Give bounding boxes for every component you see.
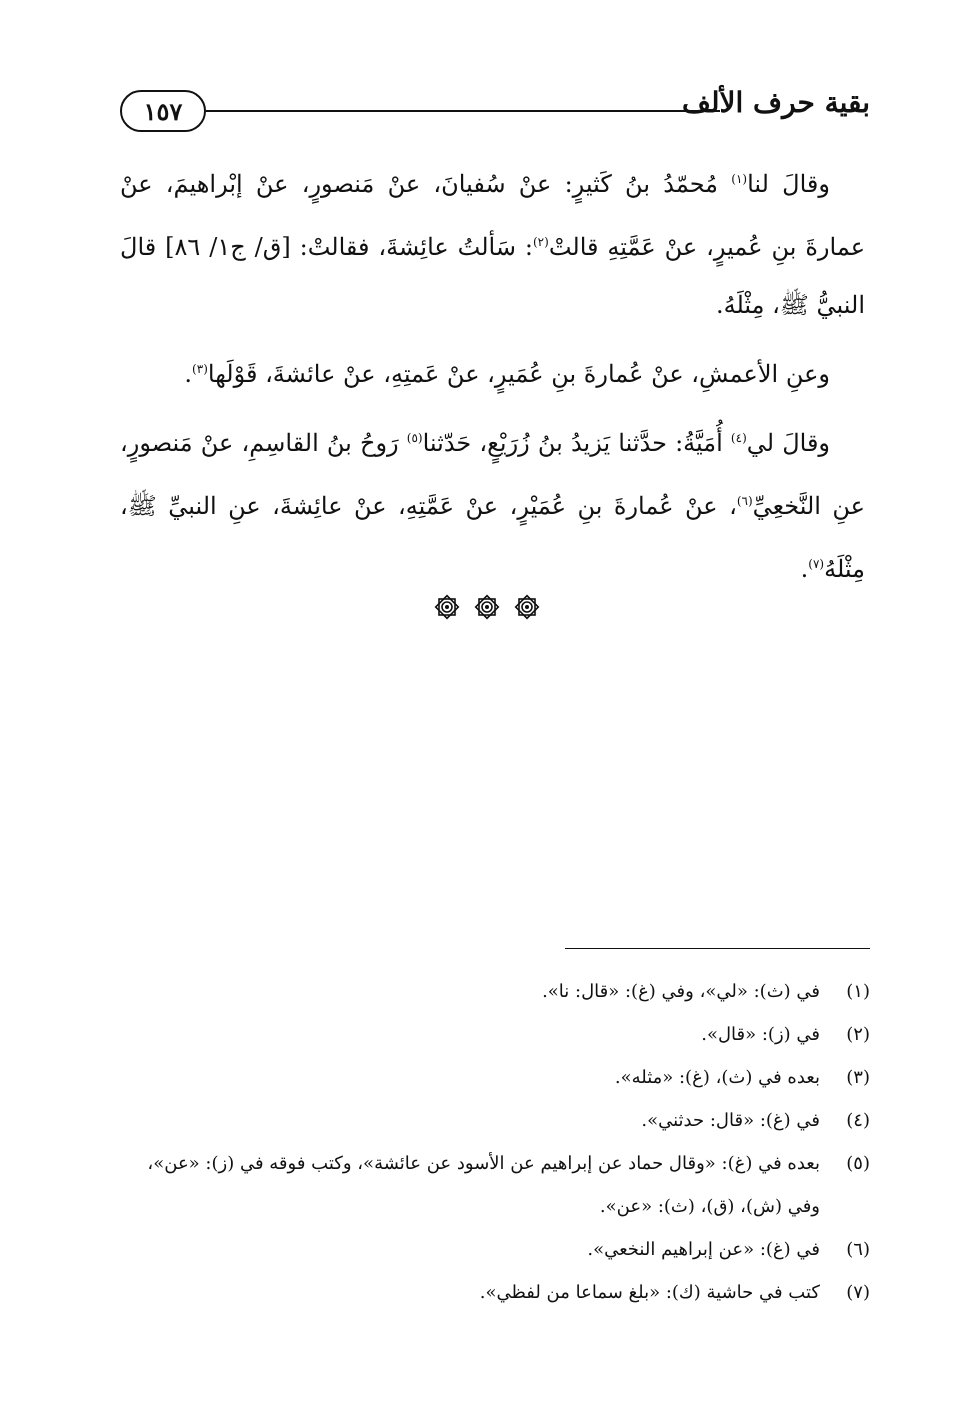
footnote-text: بعده في (غ): «وقال حماد عن إبراهيم عن الأسود عن عائشة»، وكتب فوقه في (ز): «عن»، وفي (ش)، (ق)، (ث): «عن». bbox=[147, 1153, 820, 1217]
paragraph-3 bbox=[120, 409, 865, 598]
main-text bbox=[120, 150, 865, 604]
footnote-ref-3: (٣) bbox=[192, 362, 208, 376]
footnote-ref-2: (٢) bbox=[532, 235, 549, 249]
footnote-ref-7: (٧) bbox=[808, 557, 825, 571]
text-segment: أُمَيَّةُ: حدَّثنا يَزيدُ بنُ زُرَيْعٍ، حَدّثنا bbox=[422, 429, 731, 457]
footnote-separator bbox=[565, 948, 870, 949]
flower-ornament-icon bbox=[432, 592, 462, 622]
footnote-number: (٢) bbox=[846, 1024, 870, 1045]
page-number-badge: ١٥٧ bbox=[120, 90, 206, 132]
footnote-number: (٣) bbox=[846, 1067, 870, 1088]
text-segment: : سَألتُ عائِشةَ، فقالتْ: [ق/ ج١/ ٨٦] قالَ النبيُّ ﷺ، مِثْلَهُ. bbox=[120, 233, 865, 319]
footnote-ref-6: (٦) bbox=[736, 494, 753, 508]
footnote-ref-4: (٤) bbox=[730, 431, 747, 445]
footnote-text: في (غ): «قال: حدثني». bbox=[641, 1110, 820, 1131]
paragraph-2 bbox=[120, 340, 865, 403]
text-segment: وقالَ لي bbox=[746, 429, 831, 457]
flower-ornament-icon bbox=[512, 592, 542, 622]
footnote-number: (١) bbox=[846, 981, 870, 1002]
footnote-item bbox=[120, 1228, 870, 1271]
header-rule bbox=[206, 110, 720, 112]
text-segment: رَوحُ بنُ القاسِمِ، عنْ مَنصورٍ، عنِ النَّخعِيِّ bbox=[120, 429, 866, 520]
footnote-text: كتب في حاشية (ك): «بلغ سماعا من لفظي». bbox=[479, 1282, 820, 1303]
footnote-text: في (ث): «لي»، وفي (غ): «قال: نا». bbox=[542, 981, 820, 1002]
footnote-item bbox=[120, 1056, 870, 1099]
footnote-text: بعده في (ث)، (غ): «مثله». bbox=[614, 1067, 820, 1088]
footnote-number: (٧) bbox=[846, 1282, 870, 1303]
footnote-number: (٤) bbox=[846, 1110, 870, 1131]
footnote-text: في (ز): «قال». bbox=[701, 1024, 820, 1045]
footnote-item bbox=[120, 1271, 870, 1314]
running-title: بقية حرف الألف bbox=[682, 86, 870, 119]
flower-ornament-icon bbox=[472, 592, 502, 622]
text-segment: . bbox=[800, 555, 809, 583]
paragraph-1 bbox=[120, 150, 865, 334]
footnote-ref-5: (٥) bbox=[406, 431, 423, 445]
text-segment: ، عنْ عُمارةَ بنِ عُمَيْرٍ، عنْ عَمَّتِهِ، عنْ عائِشةَ، عنِ النبيِّ ﷺ، مِثْلَهُ bbox=[120, 492, 865, 583]
footnote-item bbox=[120, 1099, 870, 1142]
footnote-ref-1: (١) bbox=[731, 172, 748, 186]
footnote-number: (٦) bbox=[846, 1239, 870, 1260]
text-segment: مُحمّدُ بنُ كَثيرٍ: عنْ سُفيانَ، عنْ مَنصورٍ، عنْ إبْراهيمَ، عنْ عمارةَ بنِ عُميرٍ، عنْ عَمَّتِهِ قالتْ bbox=[120, 170, 866, 261]
text-segment: وقالَ لنا bbox=[747, 170, 830, 198]
footnote-item bbox=[120, 1142, 870, 1228]
section-divider bbox=[0, 592, 973, 622]
footnote-text: في (غ): «عن إبراهيم النخعي». bbox=[587, 1239, 820, 1260]
footnote-number: (٥) bbox=[846, 1153, 870, 1174]
footnote-item bbox=[120, 1013, 870, 1056]
text-segment: . bbox=[184, 360, 193, 388]
footnotes bbox=[120, 970, 870, 1314]
footnote-item bbox=[120, 970, 870, 1013]
page-header bbox=[110, 82, 870, 142]
text-segment: وعنِ الأعمشِ، عنْ عُمارةَ بنِ عُمَيرٍ، عنْ عَمتِهِ، عنْ عائشةَ، قَوْلَها bbox=[207, 360, 830, 388]
